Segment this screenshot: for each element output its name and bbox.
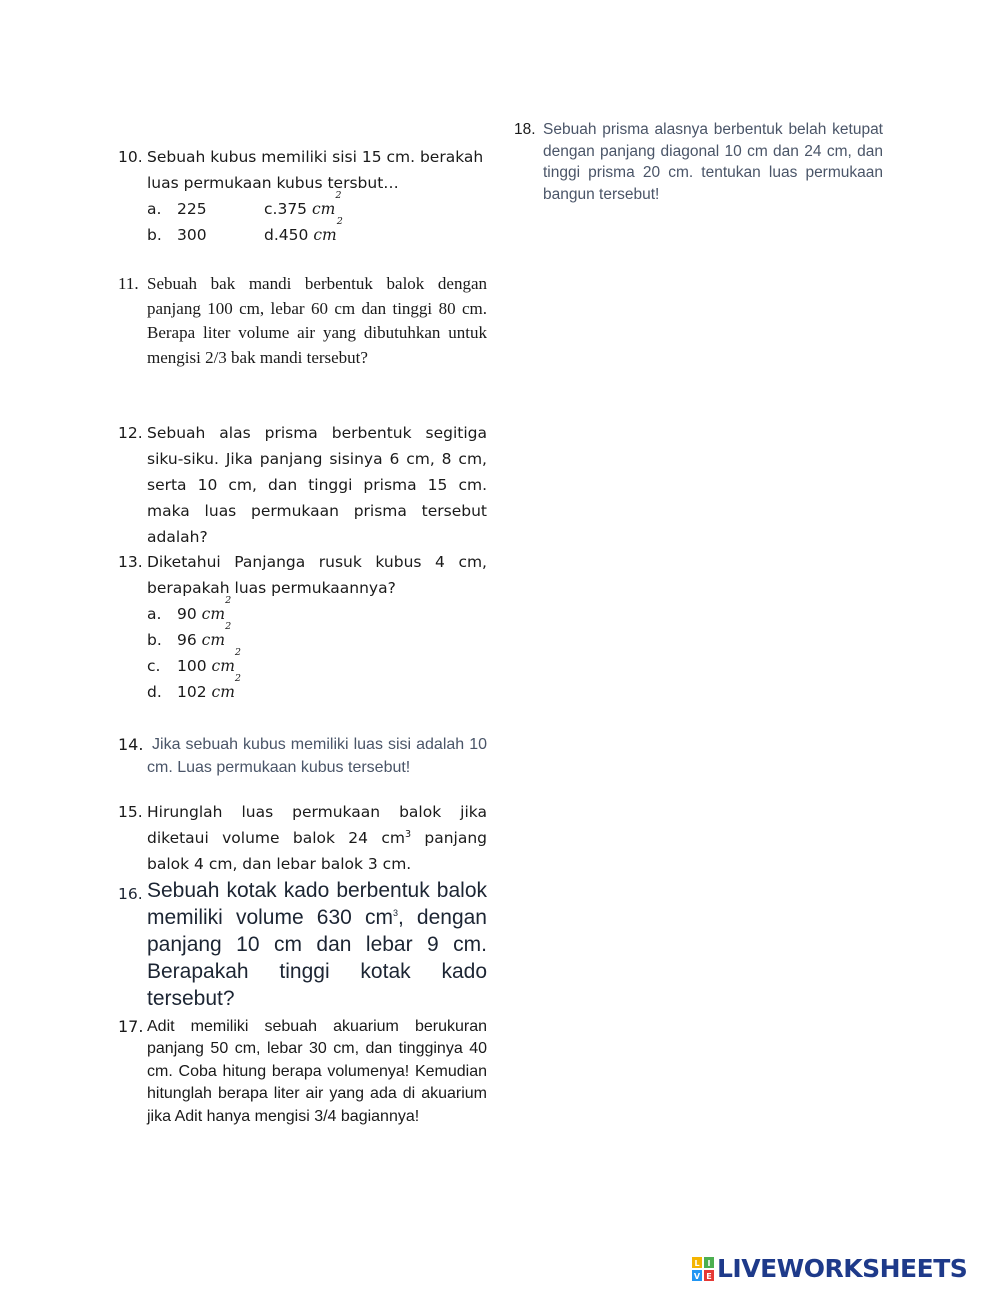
question-number: 10. <box>118 148 143 166</box>
svg-text:L: L <box>694 1259 700 1268</box>
question-text: Diketahui Panjanga rusuk kubus 4 cm, berapakah luas permukaannya? <box>147 553 487 597</box>
svg-text:V: V <box>693 1272 701 1281</box>
question-11 <box>118 272 487 370</box>
question-10 <box>118 144 487 248</box>
question-number: 11. <box>118 274 139 293</box>
question-18 <box>514 119 883 205</box>
option-c[interactable]: c. 100 cm 2 <box>147 647 242 675</box>
answer-options <box>147 190 487 248</box>
option-d[interactable]: d. 450 cm 2 <box>264 216 343 244</box>
question-16 <box>118 877 487 1012</box>
question-13 <box>118 549 487 705</box>
question-text: Sebuah alas prisma berbentuk segitiga siku-siku. Jika panjang sisinya 6 cm, 8 cm, serta 10 cm, dan tinggi prisma 15 cm. maka luas permukaan prisma tersebut adalah? <box>147 424 487 546</box>
question-text: Sebuah kubus memiliki sisi 15 cm. berakah luas permukaan kubus tersbut… <box>147 148 484 192</box>
question-text: Sebuah bak mandi berbentuk balok dengan panjang 100 cm, lebar 60 cm dan tinggi 80 cm. Berapa liter volume air yang dibutuhkan untuk mengisi 2/3 bak mandi tersebut? <box>147 274 487 367</box>
liveworksheets-logo-icon <box>692 1257 714 1281</box>
question-number: 15. <box>118 803 143 821</box>
question-number: 16. <box>118 885 143 903</box>
option-a[interactable]: a. 90 cm 2 <box>147 595 232 623</box>
question-text: Sebuah kotak kado berbentuk balok memiliki volume 630 $cm^3$, dengan panjang 10 cm dan lebar 9 cm. Berapakah tinggi kotak kado tersebut? <box>147 879 487 1010</box>
question-number: 14. <box>118 735 144 754</box>
question-text: Adit memiliki sebuah akuarium berukuran panjang 50 cm, lebar 30 cm, dan tingginya 40 cm. Coba hitung berapa volumenya! Kemudian hitunglah berapa liter air yang ada di akuarium jika Adit hanya mengisi 3/4 bagiannya! <box>147 1018 487 1125</box>
option-b[interactable]: b. 300 <box>147 226 207 244</box>
brand-name: LIVEWORKSHEETS <box>717 1254 968 1283</box>
option-c[interactable]: c. 375 cm 2 <box>264 190 342 218</box>
option-a[interactable]: a. 225 <box>147 200 207 218</box>
option-d[interactable]: d. 102 cm 2 <box>147 673 242 701</box>
question-number: 18. <box>514 121 536 138</box>
question-12 <box>118 420 487 550</box>
liveworksheets-brand <box>692 1255 967 1283</box>
question-14 <box>118 733 487 779</box>
question-number: 17. <box>118 1017 144 1036</box>
question-number: 13. <box>118 553 143 571</box>
question-text: Hirunglah luas permukaan balok jika diketaui volume balok 24 $cm^3$ panjang balok 4 cm, dan lebar balok 3 cm. <box>147 803 487 873</box>
question-text: Jika sebuah kubus memiliki luas sisi adalah 10 cm. Luas permukaan kubus tersebut! <box>147 736 487 776</box>
question-text: Sebuah prisma alasnya berbentuk belah ketupat dengan panjang diagonal 10 cm dan 24 cm, dan tinggi prisma 20 cm. tentukan luas permukaan bangun tersebut! <box>543 121 883 203</box>
option-b[interactable]: b. 96 cm 2 <box>147 621 232 649</box>
question-15 <box>118 799 487 877</box>
svg-text:E: E <box>706 1272 712 1281</box>
question-17 <box>118 1016 487 1128</box>
svg-text:I: I <box>707 1259 711 1268</box>
question-number: 12. <box>118 424 143 442</box>
answer-options <box>147 595 487 705</box>
